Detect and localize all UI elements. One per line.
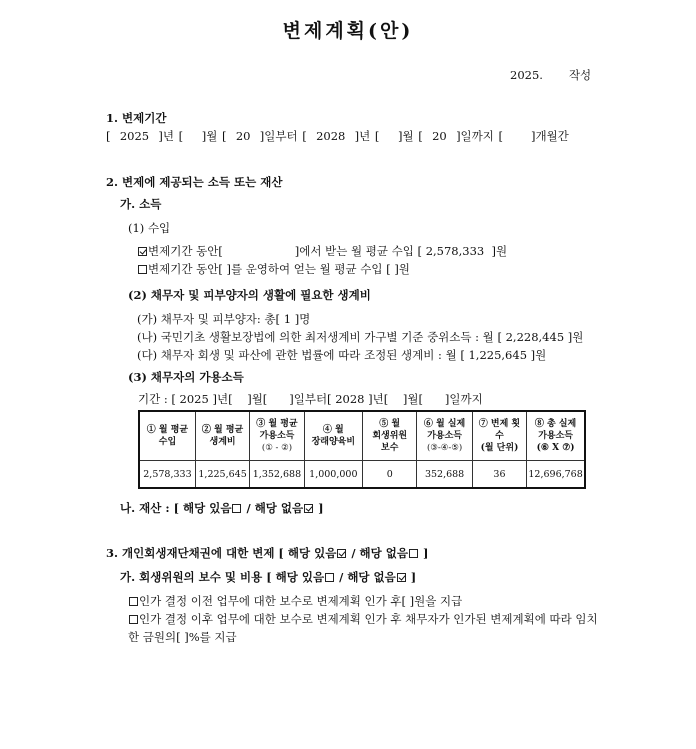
checkbox-icon[interactable] [129,597,138,606]
header-line: ⑥ 월 실제 [423,419,466,429]
date-year: 2025. [510,68,543,82]
text: (가) 채무자 및 피부양자: 총[ [137,312,281,326]
header-line: 가용소득 [427,431,462,441]
header-line: 가용소득 [538,431,573,441]
end-year: 2028 [316,129,346,143]
text: ]원 [530,348,547,362]
text: ]월[ [247,392,268,406]
fee-option-2 [128,611,598,627]
revenue-heading: (1) 수입 [128,221,171,235]
table-header-cell [195,411,249,461]
text: ]명 [294,312,311,326]
text: 인가 결정 이전 업무에 대한 보수로 변제계획 인가 후[ ]원을 지급 [139,594,463,608]
monthly-income: 2,578,333 [425,244,485,258]
header-line: (③-④-⑤) [426,443,463,453]
table-cell: 2,578,333 [139,461,195,489]
text: ]일부터 [ [259,129,307,143]
table-cell: 36 [472,461,526,489]
page-title: 변제계획(안) [282,20,414,42]
header-line: ④ 월 [322,425,344,435]
text: / 해당 없음 [347,546,408,560]
text: ]월 [ [398,129,423,143]
text: 인가 결정 이후 업무에 대한 보수로 변제계획 인가 후 채무자가 인가된 변제계획에 따라 임치 [139,612,598,626]
header-line: ① 월 평균 [146,425,189,435]
section-1-heading: 1. 변제기간 [106,111,167,125]
income-option-1 [137,243,507,259]
available-income-table [138,410,586,489]
table-header-cell [527,411,585,461]
checkbox-icon[interactable] [129,615,138,624]
section-3-heading [106,545,428,561]
text: 기간 : [ [138,392,176,406]
header-line: 회생위원 [372,431,408,441]
text: ]원 [491,244,508,258]
income-option-2 [137,261,410,277]
text: 변제기간 동안[ [148,244,223,258]
text: ]년[ [212,392,233,406]
header-line: 보수 [381,443,399,453]
living-cost-heading: (2) 채무자 및 피부양자의 생활에 필요한 생계비 [128,288,371,302]
table-header-cell [472,411,526,461]
table-header-cell [304,411,362,461]
table-header-cell [250,411,304,461]
text: / 해당 없음 [242,501,304,515]
end-day: 20 [432,129,447,143]
header-line: ③ 월 평균 [256,419,298,429]
header-line: ② 월 평균 [201,425,244,435]
checked-box-icon[interactable] [337,549,346,558]
table-header-cell [139,411,195,461]
header-line: ⑦ 변제 횟수 [478,419,521,441]
dependents-line [137,311,310,327]
checked-box-icon[interactable] [138,247,147,256]
property-line [120,500,324,516]
header-line: (⑥ X ⑦) [536,443,575,453]
text: 3. 개인회생재단채권에 대한 변제 [ 해당 있음 [106,546,337,560]
header-line: (① - ②) [261,443,293,453]
checked-box-icon[interactable] [397,573,406,582]
text: ]개월간 [530,129,569,143]
date-line [510,67,591,83]
period-line [138,391,483,407]
table-cell: 0 [363,461,417,489]
text: ]년[ [368,392,389,406]
table-cell: 352,688 [417,461,472,489]
header-line: (월 단위) [480,443,519,453]
fee-option-2-continued: 한 금원의[ ]%를 지급 [128,630,237,644]
text: ]에서 받는 월 평균 수입 [ [294,244,423,258]
fee-option-1 [128,593,462,609]
checkbox-icon[interactable] [138,265,147,274]
period-end-year: 2028 [335,392,365,406]
checkbox-icon[interactable] [325,573,334,582]
text: (다) 채무자 회생 및 파산에 관한 법률에 따라 조정된 생계비 : 월 [ [137,348,465,362]
text: ]일까지 [ [456,129,504,143]
text: ]년 [ [158,129,184,143]
median-income-line [137,329,583,345]
text: / 해당 없음 [335,570,396,584]
dependents-count: 1 [283,312,292,326]
text: (나) 국민기초 생활보장법에 의한 최저생계비 가구별 기준 중위소득 : 월 [ [137,330,502,344]
table-cell: 1,352,688 [250,461,304,489]
text: ]년 [ [354,129,380,143]
table-row [139,461,585,489]
start-day: 20 [235,129,251,143]
checkbox-icon[interactable] [232,504,241,513]
table-cell: 1,225,645 [195,461,249,489]
header-line: 수입 [158,437,177,447]
repayment-period-line [106,128,569,144]
text: ] [418,546,429,560]
income-subheading: 가. 소득 [120,197,162,211]
header-line: ⑤ 월 [379,419,401,429]
table-cell: 1,000,000 [304,461,362,489]
median-income: 2,228,445 [505,330,565,344]
text: ]월 [ [201,129,227,143]
table-header-row [139,411,585,461]
text: ] [406,570,417,584]
text: ]월[ [402,392,423,406]
table-header-cell [417,411,472,461]
section-2-heading: 2. 변제에 제공되는 소득 또는 재산 [106,175,283,189]
start-year: 2025 [119,129,150,143]
period-start-year: 2025 [179,392,209,406]
trustee-fee-heading [120,569,416,585]
table-cell: 12,696,768 [527,461,585,489]
bracket: [ [106,129,111,143]
adjusted-living-cost: 1,225,645 [468,348,528,362]
available-income-heading: (3) 채무자의 가용소득 [128,370,244,384]
text: ]원 [567,330,584,344]
header-line: 생계비 [209,437,236,447]
table-header-cell [363,411,417,461]
header-line: ⑧ 총 실제 [534,419,577,429]
date-label: 작성 [568,68,592,82]
header-line: 가용소득 [259,431,295,441]
text: ]일까지 [444,392,483,406]
text: ]일부터[ [289,392,332,406]
header-line: 장래양육비 [311,437,356,447]
checkbox-icon[interactable] [409,549,418,558]
text: 나. 재산 : [ 해당 있음 [120,501,232,515]
text: 가. 회생위원의 보수 및 비용 [ 해당 있음 [120,570,325,584]
text: 변제기간 동안[ ]를 운영하여 얻는 월 평균 수입 [ ]원 [148,262,410,276]
checked-box-icon[interactable] [304,504,313,513]
text: ] [314,501,324,515]
adjusted-living-cost-line [137,347,546,363]
